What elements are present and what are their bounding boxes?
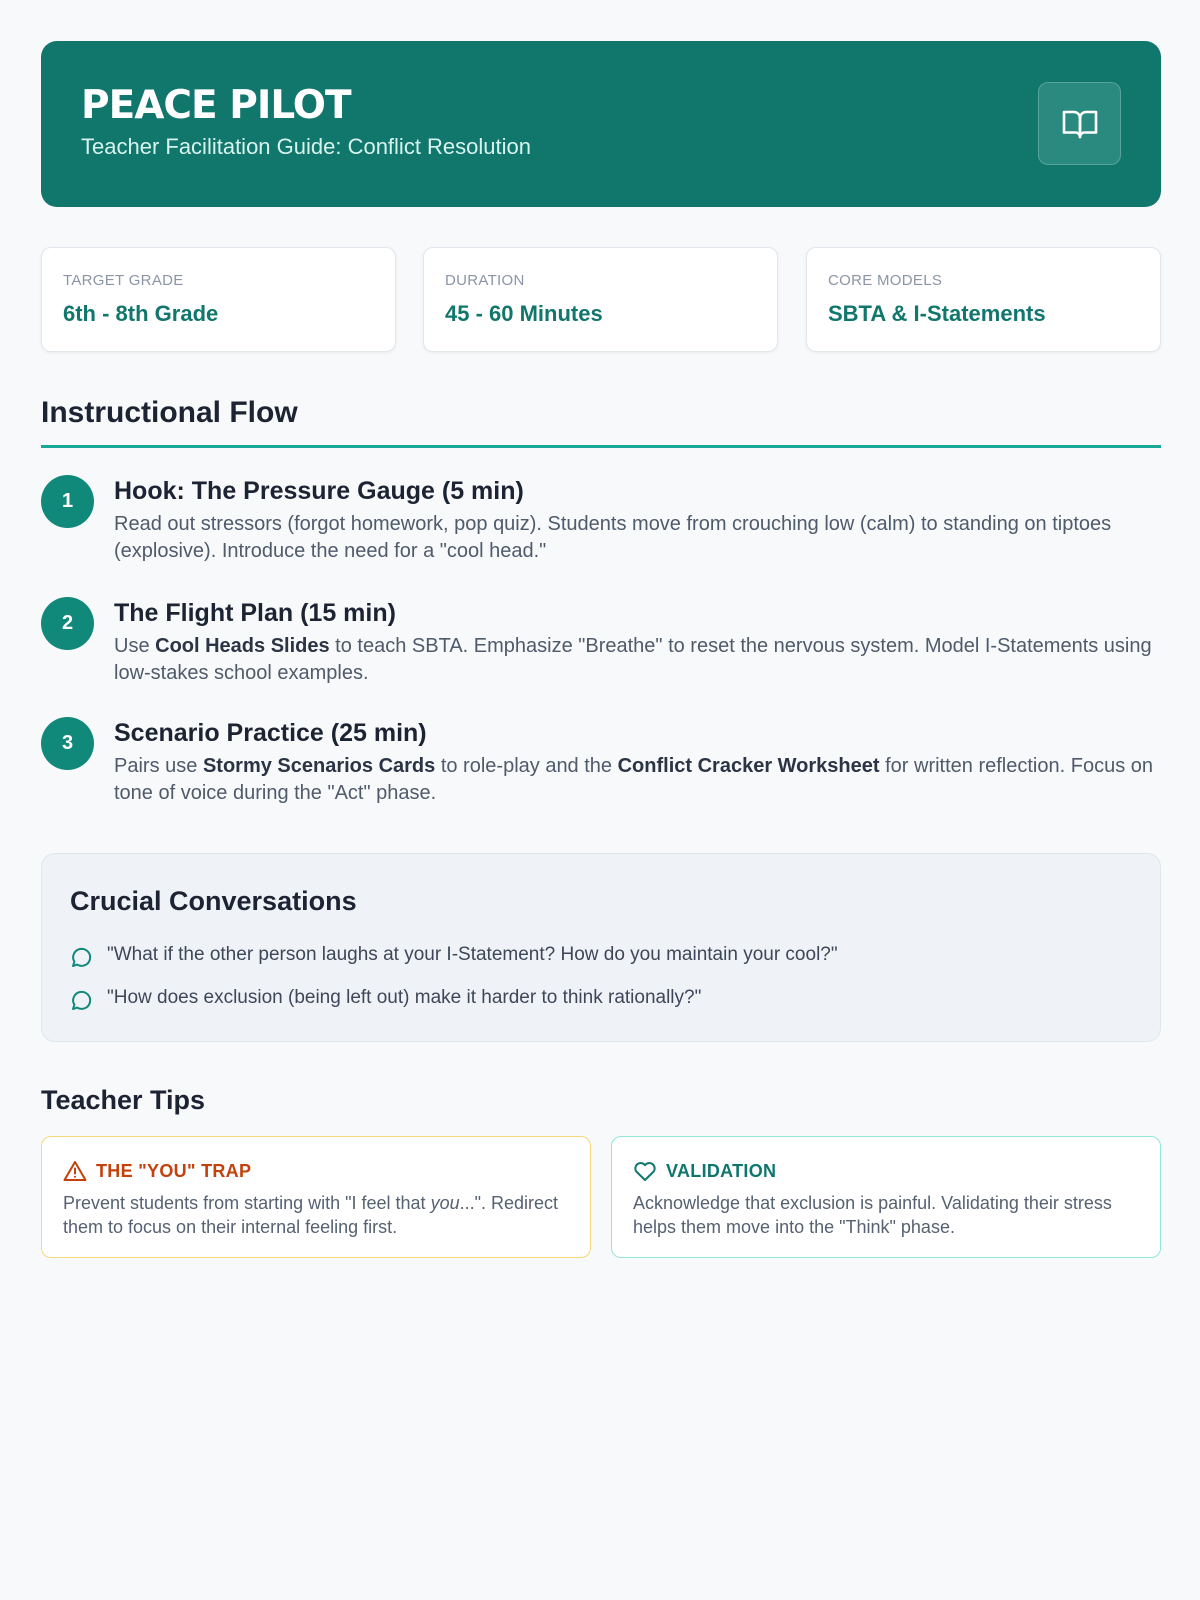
app-title: PEACE PILOT bbox=[81, 83, 351, 128]
step-title: The Flight Plan (15 min) bbox=[114, 599, 396, 627]
crucial-conversations-panel bbox=[41, 853, 1161, 1042]
stat-card-duration bbox=[423, 247, 778, 352]
tip-body: Acknowledge that exclusion is painful. Validating their stress helps them move into the "Think" phase. bbox=[633, 1193, 1112, 1237]
conversation-prompt-text: "How does exclusion (being left out) make it harder to think rationally?" bbox=[107, 987, 702, 1008]
step-description: Read out stressors (forgot homework, pop quiz). Students move from crouching low (calm) to standing on tiptoes (explosive). Introduce the need for a "cool head." bbox=[114, 513, 1112, 562]
speech-bubble-icon bbox=[69, 989, 93, 1013]
step-title: Scenario Practice (25 min) bbox=[114, 719, 427, 747]
stat-label: CORE MODELS bbox=[828, 272, 943, 289]
step-number-badge: 2 bbox=[41, 597, 94, 650]
book-open-icon bbox=[1061, 107, 1099, 141]
step-description: Pairs use Stormy Scenarios Cards to role-play and the Conflict Cracker Worksheet for written reflection. Focus on tone of voice during the "Act" phase. bbox=[114, 755, 1153, 804]
panel-title: Crucial Conversations bbox=[70, 886, 357, 916]
stat-value: 45 - 60 Minutes bbox=[445, 301, 603, 326]
section-title-teacher-tips: Teacher Tips bbox=[41, 1085, 206, 1115]
emphasized-resource: Stormy Scenarios Cards bbox=[202, 755, 436, 777]
tip-card-validation bbox=[611, 1136, 1161, 1258]
page-subtitle: Teacher Facilitation Guide: Conflict Resolution bbox=[81, 134, 532, 159]
emphasized-word: you bbox=[430, 1193, 460, 1213]
tip-card-you-trap bbox=[41, 1136, 591, 1258]
stat-value: 6th - 8th Grade bbox=[63, 301, 219, 326]
emphasized-resource: Conflict Cracker Worksheet bbox=[617, 755, 880, 777]
speech-bubble-icon bbox=[69, 946, 93, 970]
tip-label: VALIDATION bbox=[666, 1161, 777, 1181]
stat-label: TARGET GRADE bbox=[63, 272, 184, 289]
step-title: Hook: The Pressure Gauge (5 min) bbox=[114, 477, 524, 505]
warning-icon bbox=[63, 1160, 87, 1182]
stat-label: DURATION bbox=[445, 272, 525, 289]
section-title-instructional-flow: Instructional Flow bbox=[41, 396, 298, 429]
step-description: Use Cool Heads Slides to teach SBTA. Emphasize "Breathe" to reset the nervous system. Model I-Statements using low-stakes school examples. bbox=[114, 635, 1152, 684]
tip-label: THE "YOU" TRAP bbox=[96, 1161, 252, 1181]
guide-button[interactable] bbox=[1038, 82, 1121, 165]
header-banner bbox=[41, 41, 1161, 207]
emphasized-resource: Cool Heads Slides bbox=[155, 635, 330, 657]
step-number-badge: 3 bbox=[41, 717, 94, 770]
step-number-badge: 1 bbox=[41, 475, 94, 528]
heart-icon bbox=[633, 1160, 657, 1182]
stat-card-core-models bbox=[806, 247, 1161, 352]
conversation-prompt-text: "What if the other person laughs at your I-Statement? How do you maintain your cool?" bbox=[107, 944, 838, 965]
section-divider bbox=[41, 445, 1161, 448]
stat-card-target-grade bbox=[41, 247, 396, 352]
tip-body: Prevent students from starting with "I feel that you...". Redirect them to focus on their internal feeling first. bbox=[63, 1193, 559, 1237]
stat-value: SBTA & I-Statements bbox=[828, 301, 1046, 326]
